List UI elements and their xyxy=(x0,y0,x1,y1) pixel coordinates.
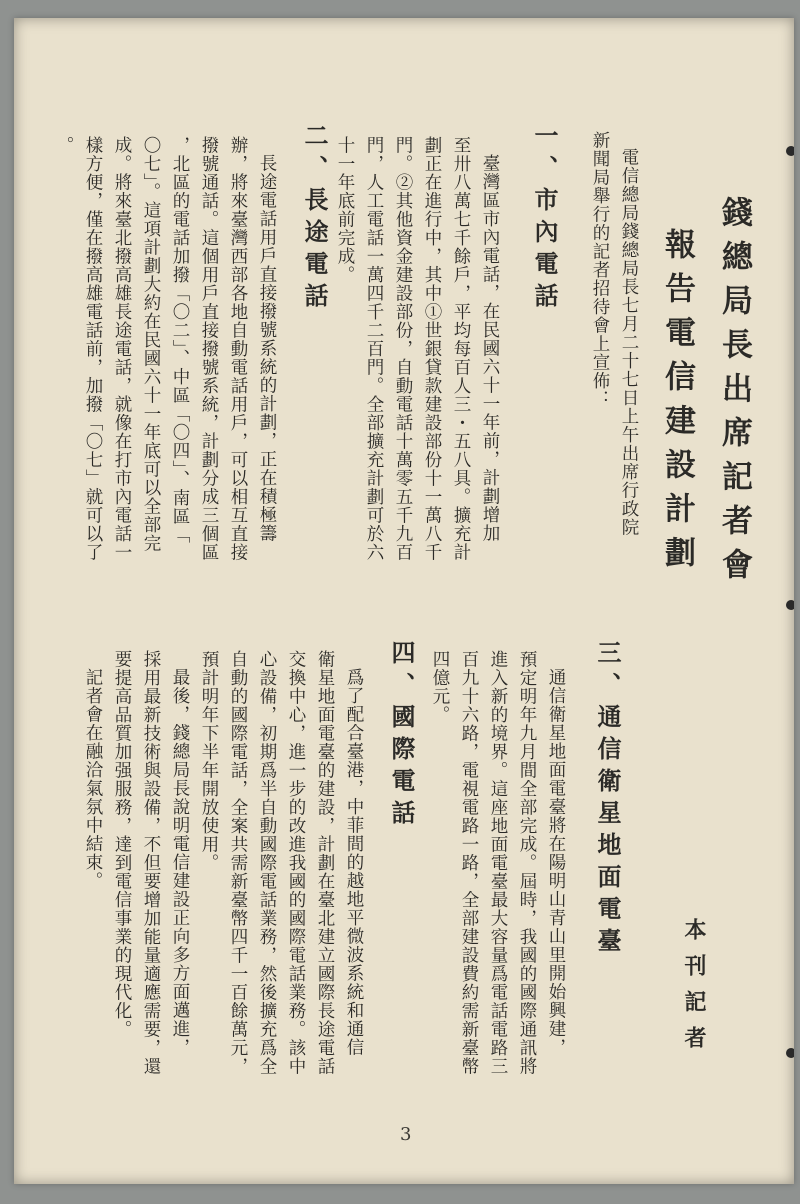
section-3-line: 通信衛星地面電臺將在陽明山青山里開始興建， xyxy=(546,668,566,1057)
title-line-1: 錢總局長出席記者會 xyxy=(716,196,752,592)
section-2-line: 撥號通話。這個用戶直接撥號系統，計劃分成三個區 xyxy=(199,136,219,562)
binding-hole xyxy=(786,1048,794,1058)
section-4-line: 採用最新技術與設備，不但要增加能量適應需要，還 xyxy=(141,650,161,1076)
section-3-line: 百九十六路，電視電路一路，全部建設費約需新臺幣 xyxy=(459,650,479,1076)
section-3-line: 預定明年九月間全部完成。屆時，我國的國際通訊將 xyxy=(517,650,537,1076)
section-2-line: 成。將來臺北撥高雄長途電話，就像在打市內電話一 xyxy=(112,136,132,562)
binding-hole xyxy=(786,600,794,610)
section-4-line: 記者會在融洽氣氛中結束。 xyxy=(83,668,103,890)
section-2-line: 樣方便，僅在撥高雄電話前，加撥「〇七」就可以了 xyxy=(83,136,103,562)
section-4-line: 衛星地面電臺的建設，計劃在臺北建立國際長途電話 xyxy=(315,650,335,1076)
byline: 本刊記者 xyxy=(681,918,707,1062)
intro-line-2: 新聞局舉行的記者招待會上宣佈： xyxy=(590,131,610,409)
document-page xyxy=(14,18,794,1184)
section-4-line: 心設備，初期爲半自動國際電話業務，然後擴充爲全 xyxy=(257,650,277,1076)
section-1-line: 臺灣區市內電話，在民國六十一年前，計劃增加 xyxy=(480,154,500,543)
section-1-line: 門，人工電話一萬四千二百門。全部擴充計劃可於六 xyxy=(364,136,384,562)
section-2-line: ，北區的電話加撥「〇二」、中區「〇四」、南區「 xyxy=(170,136,190,544)
section-2-line: 〇七」。這項計劃大約在民國六十一年底可以全部完 xyxy=(141,136,161,553)
intro-line-1: 電信總局錢總局長七月二十七日上午出席行政院 xyxy=(619,148,639,537)
title-line-2: 報告電信建設計劃 xyxy=(659,228,695,580)
section-3-line: 進入新的境界。這座地面電臺最大容量爲電話電路三 xyxy=(488,650,508,1076)
section-3-line: 四億元。 xyxy=(430,650,450,724)
section-4-line: 交換中心，進一步的改進我國的國際電話業務。該中 xyxy=(286,650,306,1076)
section-4-line: 爲了配合臺港，中菲間的越地平微波系統和通信 xyxy=(344,668,364,1057)
section-1-heading: 一、市內電話 xyxy=(530,123,559,315)
section-1-line: 至卅八萬七千餘戶，平均每百人三・五八具。擴充計 xyxy=(451,136,471,562)
section-2-line: 辦，將來臺灣西部各地自動電話用戶，可以相互直接 xyxy=(228,136,248,562)
section-4-line: 預計明年下半年開放使用。 xyxy=(199,650,219,872)
section-4-line: 自動的國際電話，全案共需新臺幣四千一百餘萬元， xyxy=(228,650,248,1076)
section-2-line: 長途電話用戶直接撥號系統的計劃，正在積極籌 xyxy=(257,154,277,543)
section-3-heading: 三、通信衛星地面電臺 xyxy=(593,640,622,960)
section-4-heading: 四、國際電話 xyxy=(387,640,416,832)
section-2-heading: 二、長途電話 xyxy=(300,123,329,315)
section-1-line: 劃正在進行中，其中①世銀貸款建設部份十一萬八千 xyxy=(422,136,442,562)
section-2-line: 。 xyxy=(54,136,74,155)
section-4-line: 最後，錢總局長說明電信建設正向多方面邁進， xyxy=(170,668,190,1057)
section-1-line: 門。②其他資金建設部份，自動電話十萬零五千九百 xyxy=(393,136,413,562)
page-number: 3 xyxy=(400,1124,412,1145)
binding-hole xyxy=(786,146,794,156)
section-1-line: 十一年底前完成。 xyxy=(335,136,355,284)
section-4-line: 要提高品質加强服務，達到電信事業的現代化。 xyxy=(112,650,132,1039)
